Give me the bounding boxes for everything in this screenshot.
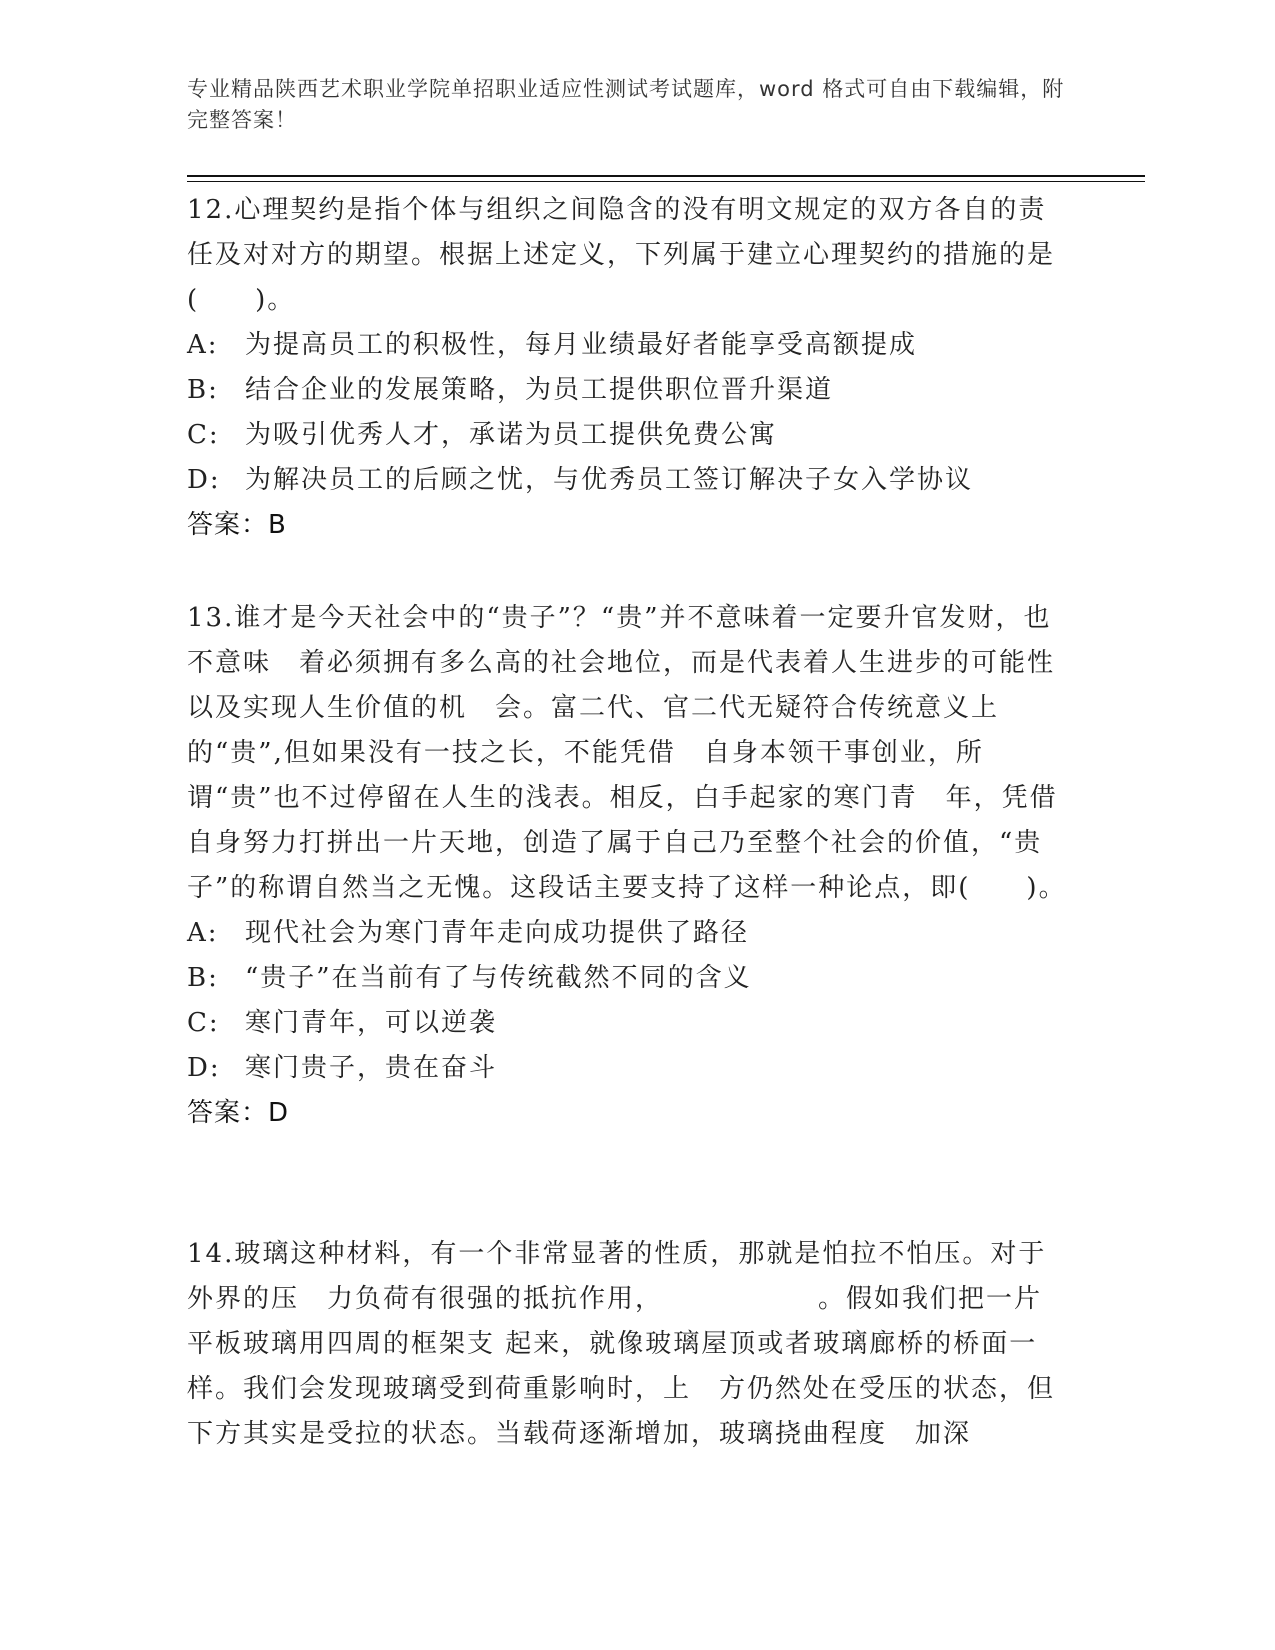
option-c — [187, 1001, 1067, 1046]
option-label: B: — [187, 375, 219, 405]
answer-line: 答案：D — [187, 1098, 290, 1128]
option-a — [187, 911, 1067, 956]
option-text: 寒门贵子，贵在奋斗 — [245, 1053, 498, 1083]
option-text: 为吸引优秀人才，承诺为员工提供免费公寓 — [245, 420, 778, 450]
option-label: D: — [187, 1053, 221, 1083]
option-b — [187, 368, 1067, 413]
option-text: 现代社会为寒门青年走向成功提供了路径 — [245, 918, 750, 948]
option-text: 为解决员工的后顾之忧，与优秀员工签订解决子女入学协议 — [245, 465, 974, 495]
option-a — [187, 323, 1067, 368]
question-12 — [187, 188, 1067, 548]
option-label: B: — [187, 963, 219, 993]
option-d — [187, 1046, 1067, 1091]
question-stem: 12.心理契约是指个体与组织之间隐含的没有明文规定的双方各自的责任及对对方的期望。根据上述定义，下列属于建立心理契约的措施的是( )。 — [187, 195, 1056, 315]
option-text: “贵子”在当前有了与传统截然不同的含义 — [245, 963, 752, 993]
option-text: 寒门青年，可以逆袭 — [245, 1008, 498, 1038]
option-c — [187, 413, 1067, 458]
option-b — [187, 956, 1067, 1001]
answer-line: 答案：B — [187, 510, 287, 540]
question-stem: 14.玻璃这种材料，有一个非常显著的性质，那就是怕拉不怕压。对于外界的压 力负荷有很强的抵抗作用， 。假如我们把一片平板玻璃用四周的框架支 起来，就像玻璃屋顶或者玻璃廊桥的桥面一样。我们会发现玻璃受到荷重影响时，上 方仍然处在受压的状态，但下方其实是受拉的状态。当载荷逐渐增加，玻璃挠曲程度 加深 — [187, 1239, 1056, 1449]
option-text: 结合企业的发展策略，为员工提供职位晋升渠道 — [245, 375, 834, 405]
question-13 — [187, 596, 1067, 1136]
question-14 — [187, 1232, 1067, 1457]
option-label: A: — [187, 918, 219, 948]
header-divider-thin — [187, 181, 1145, 182]
document-header: 专业精品陕西艺术职业学院单招职业适应性测试考试题库，word 格式可自由下载编辑，附完整答案！ — [187, 77, 1065, 132]
option-text: 为提高员工的积极性，每月业绩最好者能享受高额提成 — [245, 330, 918, 360]
option-label: C: — [187, 420, 220, 450]
option-label: C: — [187, 1008, 220, 1038]
option-label: A: — [187, 330, 219, 360]
header-divider-thick — [187, 175, 1145, 177]
option-d — [187, 458, 1067, 503]
question-stem: 13.谁才是今天社会中的“贵子”？“贵”并不意味着一定要升官发财，也不意味 着必须拥有多么高的社会地位，而是代表着人生进步的可能性以及实现人生价值的机 会。富二代、官二代无疑符合传统意义上的“贵”,但如果没有一技之长，不能凭借 自身本领干事创业，所谓“贵”也不过停留在人生的浅表。相反，白手起家的寒门青 年，凭借自身努力打拼出一片天地，创造了属于自己乃至整个社会的价值，“贵子”的称谓自然当之无愧。这段话主要支持了这样一种论点，即( )。 — [187, 603, 1067, 903]
option-label: D: — [187, 465, 221, 495]
